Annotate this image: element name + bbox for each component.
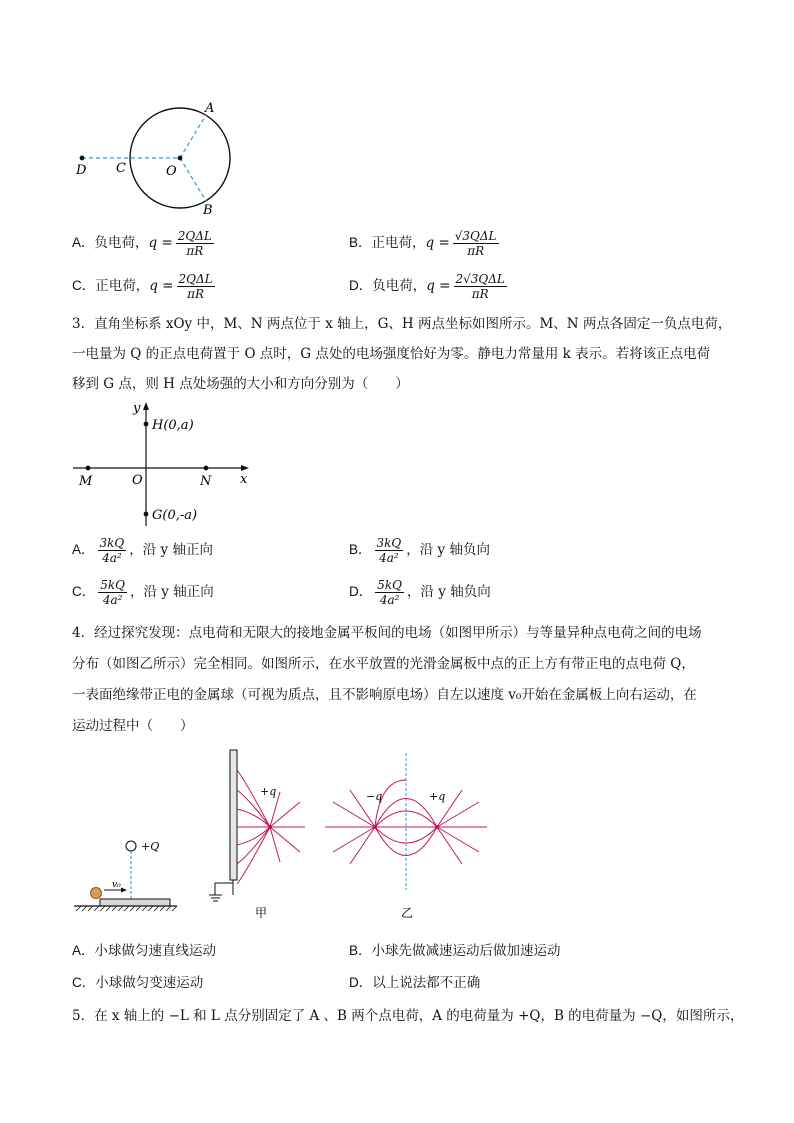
fraction: $\frac{\text{2QΔL}}{\pi R}$ [178, 272, 213, 301]
label-minus-q: −q [366, 790, 383, 803]
fraction: $\frac{\text{√3QΔL}}{\pi R}$ [454, 229, 497, 258]
charge-q-circle [126, 841, 136, 851]
point-h [144, 422, 149, 427]
label-plus-q2: +q [429, 790, 446, 803]
field-lines-figure [205, 745, 505, 925]
grounded-plate [230, 750, 237, 880]
q2-option-b[interactable]: B．正电荷，q = $\frac{\text{√3QΔL}}{\pi R}$ [349, 229, 497, 258]
label-q: +Q [141, 840, 160, 853]
q3-option-d[interactable]: D． $\frac{5kQ}{\text{4a²}}$ ，沿 y 轴负向 [349, 578, 491, 607]
point-m [86, 466, 91, 471]
label-b: B [203, 203, 213, 218]
circle-figure [70, 100, 240, 220]
dashed-line-oa [180, 115, 206, 158]
q4-option-c[interactable]: C．小球做匀变速运动 [72, 975, 204, 991]
label-g: G(0,-a) [152, 508, 198, 523]
point-n [204, 466, 209, 471]
label-yi: 乙 [401, 906, 414, 920]
ball [91, 888, 102, 899]
label-n: N [200, 474, 212, 489]
field-lines-yi [325, 780, 487, 864]
label-plus-q1: +q [260, 785, 277, 798]
label-d: D [76, 163, 87, 178]
point-g [144, 512, 149, 517]
point-d [80, 156, 85, 161]
label-jia: 甲 [255, 906, 268, 920]
charge-plus-q-yi [435, 825, 439, 829]
fraction: $\frac{3kQ}{\text{4a²}}$ [376, 536, 402, 565]
label-h: H(0,a) [152, 418, 194, 433]
y-axis-arrow [143, 402, 149, 410]
q5-stem: 5．在 x 轴上的 −L 和 L 点分别固定了 A 、B 两个点电荷，A 的电荷量为 +Q，B 的电荷量为 −Q，如图所示， [72, 1008, 744, 1024]
label-y: y [133, 401, 141, 416]
q4-option-a[interactable]: A．小球做匀速直线运动 [72, 943, 217, 959]
q2-option-a[interactable]: A．负电荷，q = $\frac{\text{2QΔL}}{\pi R}$ [72, 229, 212, 258]
fraction: $\frac{\text{2√3QΔL}}{\pi R}$ [455, 272, 505, 301]
metal-plate [100, 899, 170, 906]
label-x: x [240, 472, 248, 487]
charge-plus-q-jia [268, 825, 272, 829]
label-c: C [116, 161, 126, 176]
fraction: $\frac{5kQ}{\text{4a²}}$ [377, 578, 402, 607]
q4-option-b[interactable]: B．小球先做减速运动后做加速运动 [349, 943, 561, 959]
dashed-line-ob [180, 158, 206, 201]
label-o: O [132, 473, 143, 488]
charge-minus-q [373, 825, 377, 829]
coordinate-figure [70, 395, 260, 530]
q3-option-b[interactable]: B． $\frac{3kQ}{\text{4a²}}$ ，沿 y 轴负向 [349, 536, 490, 565]
fraction: $\frac{\text{2QΔL}}{\pi R}$ [177, 229, 212, 258]
x-axis-arrow [241, 465, 249, 471]
point-o [178, 156, 183, 161]
q4-option-d[interactable]: D．以上说法都不正确 [349, 975, 481, 991]
q3-stem: 3．直角坐标系 xOy 中，M、N 两点位于 x 轴上，G、H 两点坐标如图所示。M、N 两点各固定一负点电荷， 一电量为 Q 的正点电荷置于 O 点时，G 点处的电场强度恰好为零。静电力常量用 k 表示。若将该正点电荷 移到 G 点，则 H 点处场强的大小和方向分别为（ ） [72, 316, 732, 392]
label-a: A [205, 101, 215, 116]
q3-option-a[interactable]: A． $\frac{3kQ}{\text{4a²}}$ ，沿 y 轴正向 [72, 536, 213, 565]
fraction: $\frac{5kQ}{\text{4a²}}$ [100, 578, 125, 607]
q2-option-d[interactable]: D．负电荷，q = $\frac{\text{2√3QΔL}}{\pi R}$ [349, 272, 505, 301]
ball-plate-figure [72, 835, 182, 915]
label-o: O [166, 164, 177, 179]
label-m: M [79, 474, 93, 489]
q2-option-c[interactable]: C．正电荷，q = $\frac{\text{2QΔL}}{\pi R}$ [72, 272, 213, 301]
label-v0: v₀ [112, 880, 121, 890]
q3-option-c[interactable]: C． $\frac{5kQ}{\text{4a²}}$ ，沿 y 轴正向 [72, 578, 214, 607]
velocity-arrowhead [121, 888, 127, 893]
fraction: $\frac{3kQ}{\text{4a²}}$ [99, 536, 125, 565]
q4-stem: 4．经过探究发现：点电荷和无限大的接地金属平板间的电场（如图甲所示）与等量异种点电荷之间的电场 分布（如图乙所示）完全相同。如图所示，在水平放置的光滑金属板中点的正上方有带正电的点电荷 Q， 一表面绝缘带正电的金属球（可视为质点，且不影响原电场）自左以速度 v₀开始在金属板上向右运动，在 运动过程中（ ） [72, 625, 702, 734]
ground-hatch [76, 906, 177, 911]
